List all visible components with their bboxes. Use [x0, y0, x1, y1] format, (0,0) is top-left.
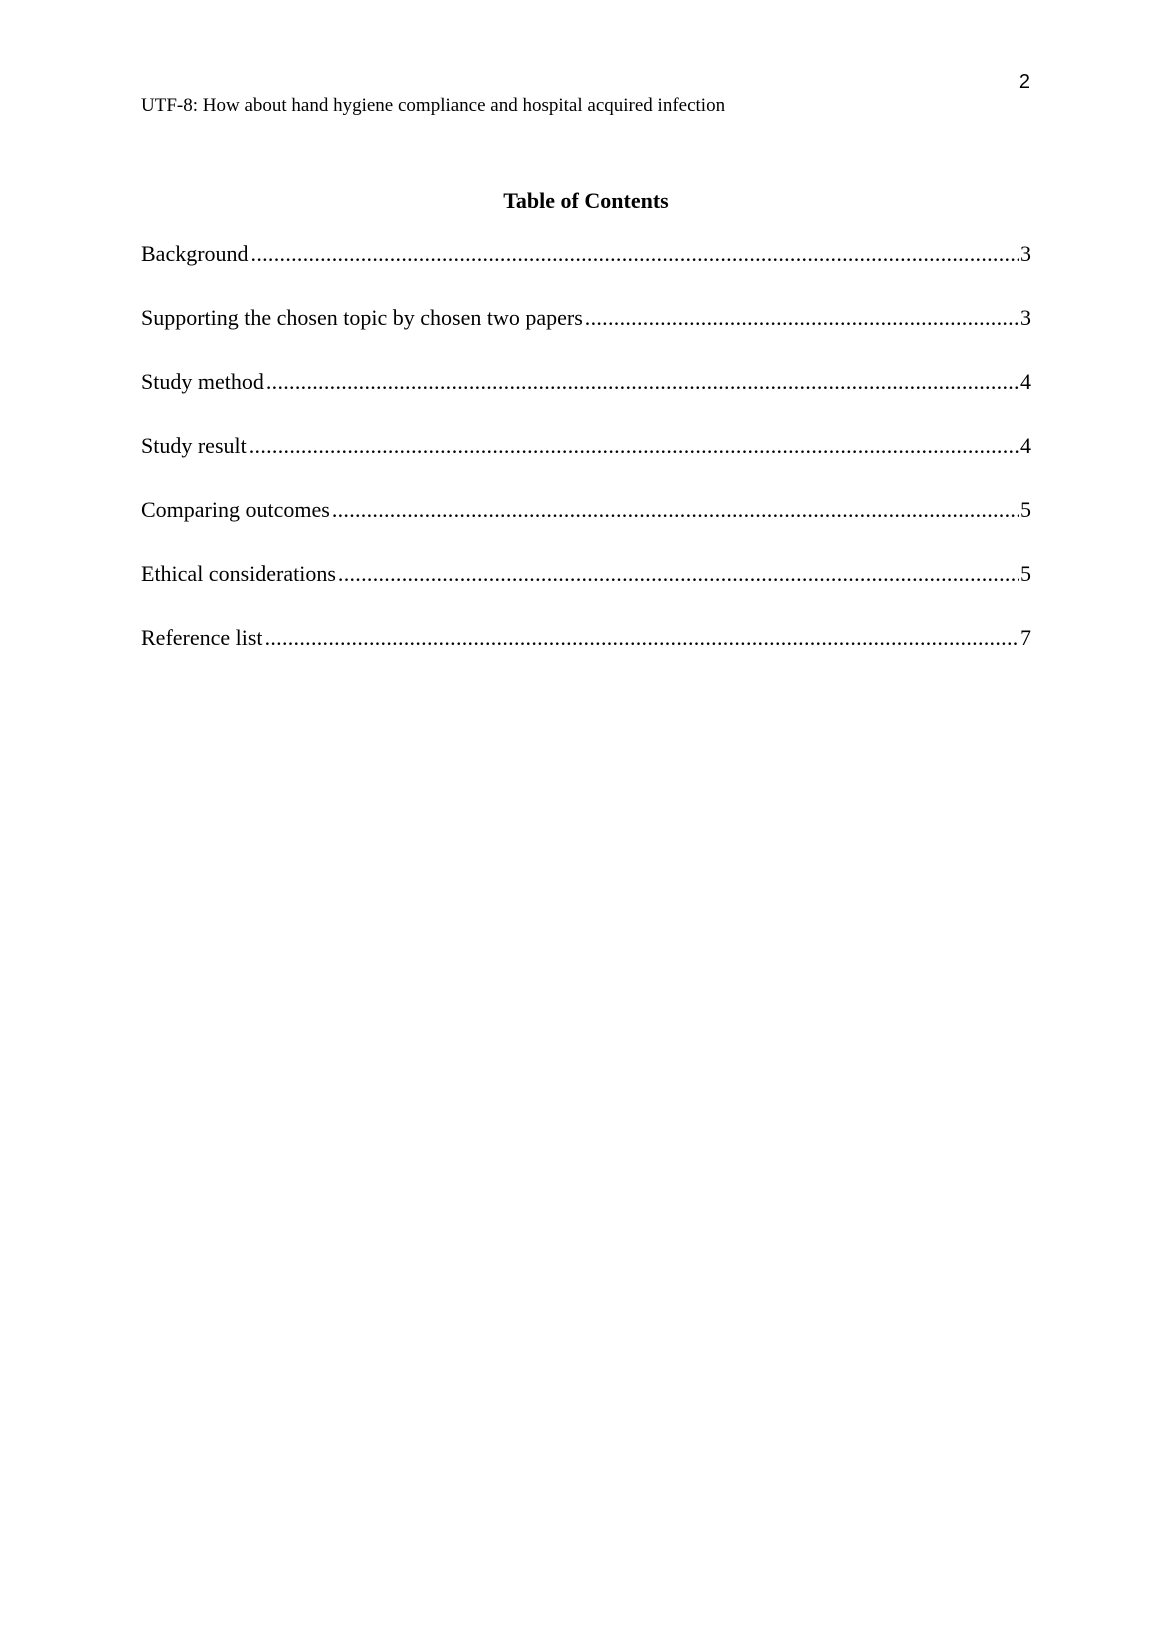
toc-dot-leader — [332, 496, 1019, 524]
toc-list — [141, 240, 1031, 688]
toc-entry-label: Study method — [141, 369, 264, 394]
running-head: UTF-8: How about hand hygiene compliance and hospital acquired infection — [141, 95, 726, 116]
toc-entry-page: 5 — [1020, 497, 1031, 522]
toc-dot-leader — [251, 240, 1019, 268]
toc-entry-page: 3 — [1020, 241, 1031, 266]
toc-title: Table of Contents — [503, 188, 669, 213]
toc-entry-label: Comparing outcomes — [141, 497, 330, 522]
toc-entry-label: Supporting the chosen topic by chosen two papers — [141, 305, 583, 330]
toc-entry-background[interactable] — [141, 240, 1031, 304]
toc-entry-reference-list[interactable] — [141, 624, 1031, 688]
toc-entry-label: Reference list — [141, 625, 263, 650]
toc-dot-leader — [266, 368, 1019, 396]
toc-entry-page: 7 — [1020, 625, 1031, 650]
toc-dot-leader — [585, 304, 1019, 332]
toc-entry-label: Ethical considerations — [141, 561, 336, 586]
toc-dot-leader — [265, 624, 1019, 652]
toc-entry-page: 4 — [1020, 369, 1031, 394]
toc-entry-page: 5 — [1020, 561, 1031, 586]
toc-entry-comparing-outcomes[interactable] — [141, 496, 1031, 560]
toc-entry-supporting-topic[interactable] — [141, 304, 1031, 368]
toc-dot-leader — [249, 432, 1019, 460]
toc-entry-label: Study result — [141, 433, 247, 458]
toc-entry-page: 4 — [1020, 433, 1031, 458]
toc-entry-study-result[interactable] — [141, 432, 1031, 496]
toc-entry-label: Background — [141, 241, 249, 266]
toc-entry-page: 3 — [1020, 305, 1031, 330]
page-number: 2 — [1018, 71, 1030, 93]
toc-dot-leader — [338, 560, 1019, 588]
toc-entry-ethical-considerations[interactable] — [141, 560, 1031, 624]
toc-entry-study-method[interactable] — [141, 368, 1031, 432]
